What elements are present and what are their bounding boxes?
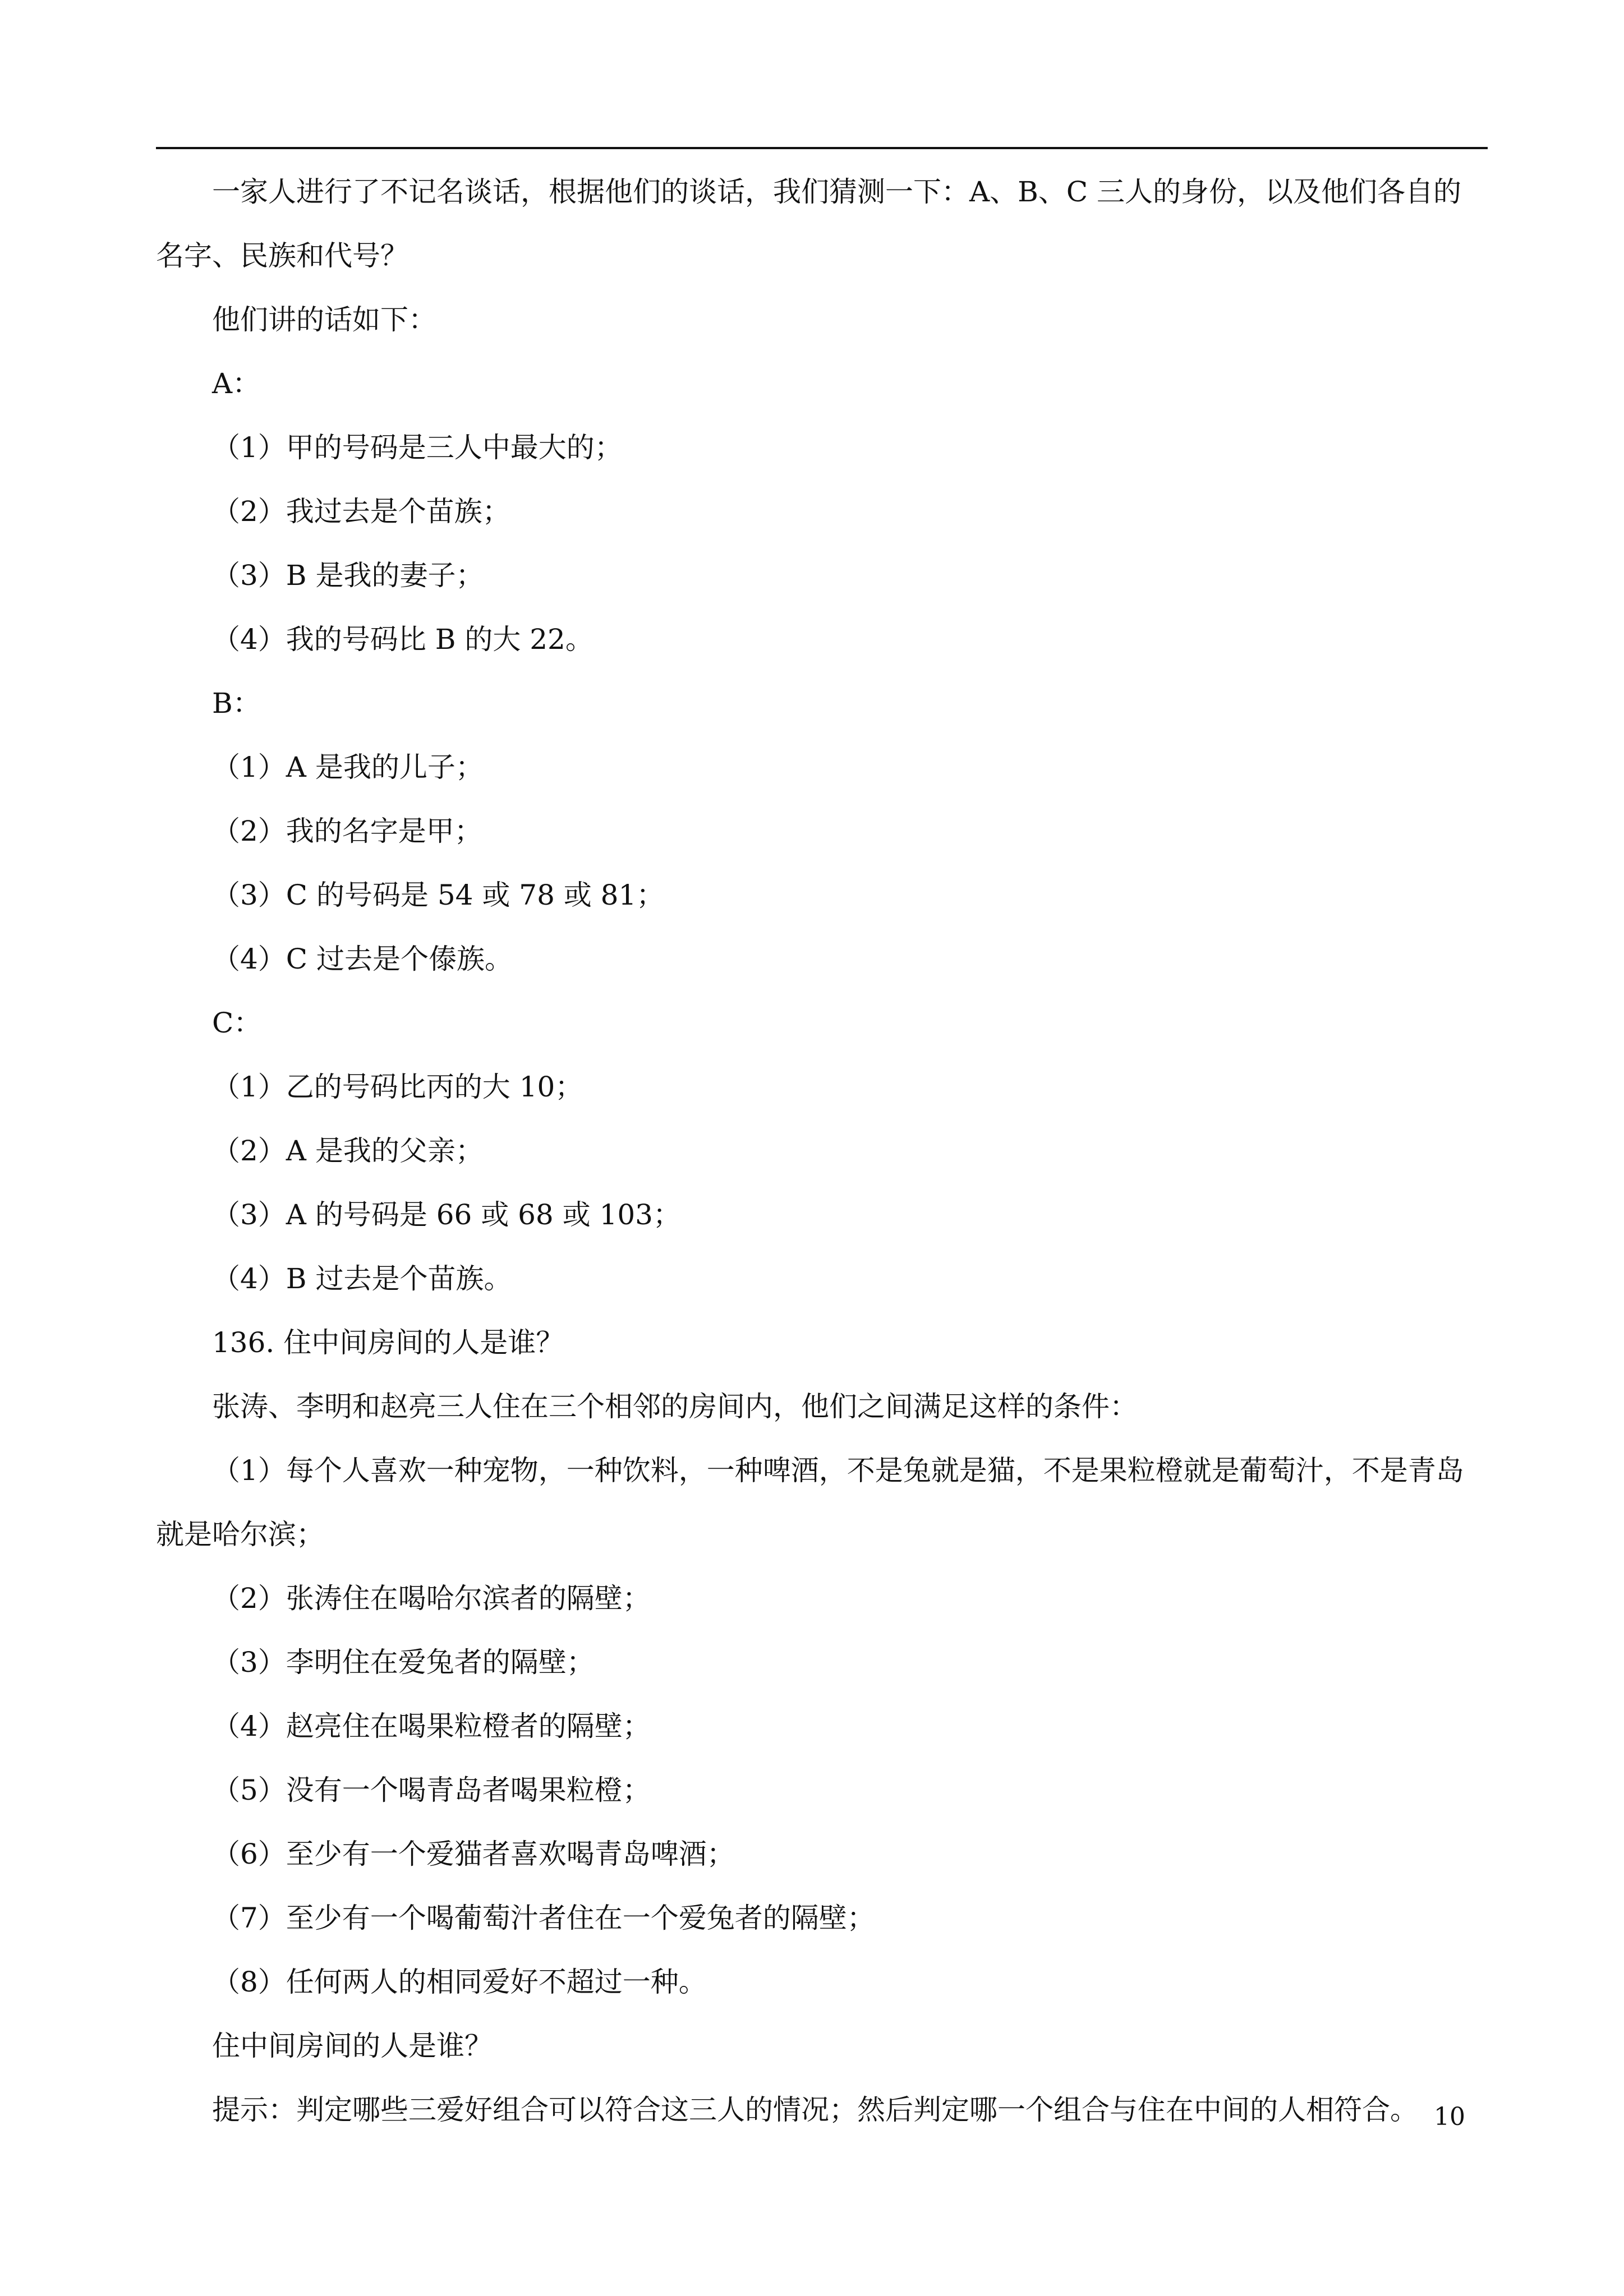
condition-6: （6）至少有一个爱猫者喜欢喝青岛啤酒；: [212, 1838, 735, 1870]
condition-7: （7）至少有一个喝葡萄汁者住在一个爱兔者的隔壁；: [212, 1902, 875, 1934]
condition-1: （1）每个人喜欢一种宠物，一种饮料，一种啤酒，不是兔就是猫，不是果粒橙就是葡萄汁，不是青岛就是哈尔滨；: [156, 1454, 1464, 1551]
speaker-b-statement-3: （3）C 的号码是 54 或 78 或 81；: [212, 879, 665, 911]
speaker-a-statement-2: （2）我过去是个苗族；: [212, 495, 510, 528]
speaker-c-statement-2: （2）A 是我的父亲；: [212, 1135, 484, 1167]
speaker-b-statement-4: （4）C 过去是个傣族。: [212, 943, 513, 975]
condition-5: （5）没有一个喝青岛者喝果粒橙；: [212, 1774, 651, 1806]
hint-paragraph: 提示：判定哪些三爱好组合可以符合这三人的情况；然后判定哪一个组合与住在中间的人相符合。: [212, 2094, 1418, 2126]
problem-136-title: 136. 住中间房间的人是谁？: [212, 1326, 564, 1359]
condition-3: （3）李明住在爱兔者的隔壁；: [212, 1646, 595, 1679]
speaker-c-heading: C：: [212, 1007, 262, 1039]
intro-paragraph: 一家人进行了不记名谈话，根据他们的谈话，我们猜测一下：A、B、C 三人的身份，以及他们各自的名字、民族和代号？: [156, 176, 1461, 272]
page-body: [156, 160, 1488, 2142]
problem-136-intro: 张涛、李明和赵亮三人住在三个相邻的房间内，他们之间满足这样的条件：: [212, 1390, 1138, 1423]
problem-question: 住中间房间的人是谁？: [212, 2030, 493, 2062]
speaker-a-statement-4: （4）我的号码比 B 的大 22。: [212, 623, 594, 656]
speaker-a-statement-1: （1）甲的号码是三人中最大的；: [212, 431, 623, 464]
condition-8: （8）任何两人的相同爱好不超过一种。: [212, 1966, 707, 1998]
speaker-a-heading: A：: [212, 367, 261, 400]
statements-intro: 他们讲的话如下：: [212, 303, 436, 336]
condition-2: （2）张涛住在喝哈尔滨者的隔壁；: [212, 1582, 651, 1615]
page-number: 10: [1434, 2103, 1465, 2131]
speaker-b-statement-2: （2）我的名字是甲；: [212, 815, 482, 847]
condition-4: （4）赵亮住在喝果粒橙者的隔壁；: [212, 1710, 651, 1742]
speaker-c-statement-4: （4）B 过去是个苗族。: [212, 1262, 512, 1295]
header-rule: [156, 147, 1488, 149]
speaker-a-statement-3: （3）B 是我的妻子；: [212, 559, 484, 592]
speaker-c-statement-3: （3）A 的号码是 66 或 68 或 103；: [212, 1198, 681, 1231]
speaker-b-statement-1: （1）A 是我的儿子；: [212, 751, 484, 783]
speaker-b-heading: B：: [212, 687, 261, 720]
speaker-c-statement-1: （1）乙的号码比丙的大 10；: [212, 1071, 583, 1103]
